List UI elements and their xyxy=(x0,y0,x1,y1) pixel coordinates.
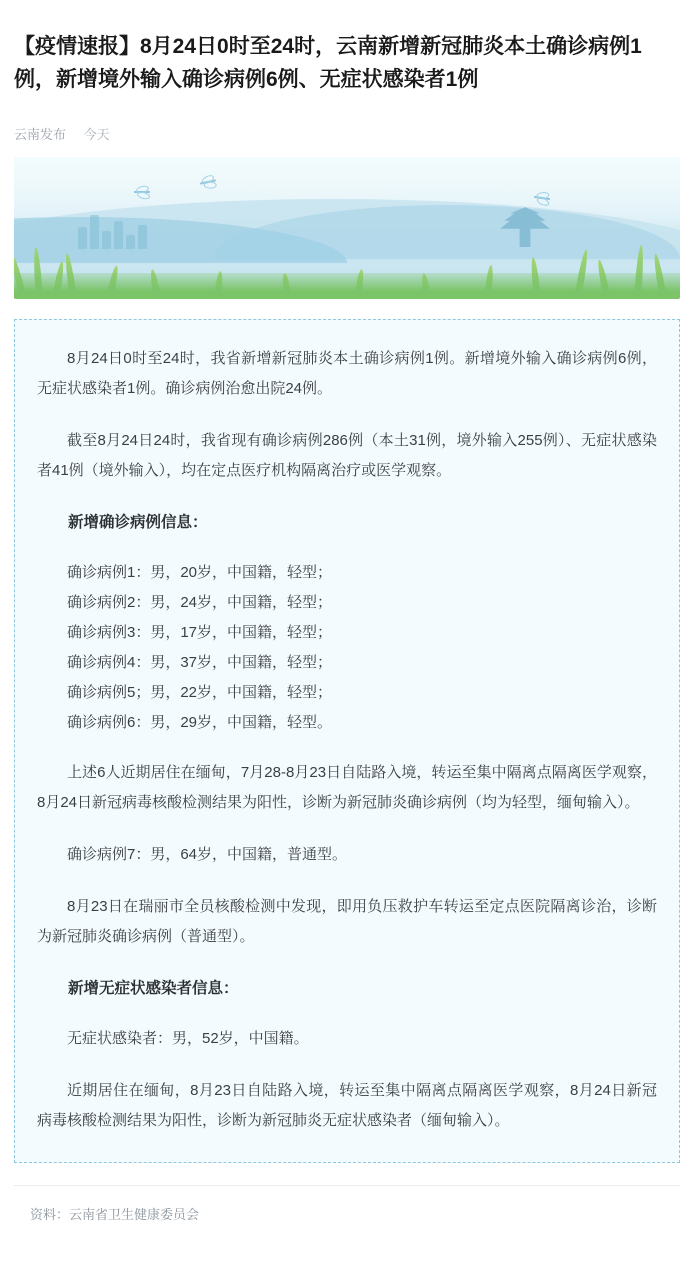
article-body xyxy=(14,319,680,1163)
section-heading-asymptomatic: 新增无症状感染者信息： xyxy=(68,980,239,998)
dragonfly-icon xyxy=(200,179,216,184)
article-meta xyxy=(0,110,694,153)
page-title: 【疫情速报】8月24日0时至24时，云南新增新冠肺炎本土确诊病例1例，新增境外输入确诊病例6例、无症状感染者1例 xyxy=(14,35,642,92)
body-paragraph: 截至8月24日24时，我省现有确诊病例286例（本土31例，境外输入255例）、无症状感染者41例（境外输入），均在定点医疗机构隔离治疗或医学观察。 xyxy=(37,432,657,480)
list-item: 确诊病例3：男，17岁，中国籍，轻型； xyxy=(67,624,333,642)
list-item: 确诊病例4：男，37岁，中国籍，轻型； xyxy=(67,654,333,672)
source-note: 资料：云南省卫生健康委员会 xyxy=(14,1185,680,1239)
hero-grass xyxy=(14,245,680,299)
section-heading-confirmed-cases: 新增确诊病例信息： xyxy=(68,514,208,532)
body-paragraph: 无症状感染者：男，52岁，中国籍。 xyxy=(67,1030,309,1048)
body-paragraph: 8月24日0时至24时，我省新增新冠肺炎本土确诊病例1例。新增境外输入确诊病例6例，无症状感染者1例。确诊病例治愈出院24例。 xyxy=(37,350,657,398)
body-paragraph: 确诊病例7：男，64岁，中国籍，普通型。 xyxy=(67,846,348,864)
body-paragraph: 8月23日在瑞丽市全员核酸检测中发现，即用负压救护车转运至定点医院隔离诊治，诊断为新冠肺炎确诊病例（普通型）。 xyxy=(37,898,657,946)
dragonfly-icon xyxy=(534,196,550,200)
body-paragraph: 上述6人近期居住在缅甸，7月28-8月23日自陆路入境，转运至集中隔离点隔离医学观察，8月24日新冠病毒核酸检测结果为阳性，诊断为新冠肺炎确诊病例（均为轻型，缅甸输入）。 xyxy=(37,764,657,812)
meta-time: 今天 xyxy=(83,127,110,143)
article-page xyxy=(0,14,694,1239)
list-item: 确诊病例5；男，22岁，中国籍，轻型； xyxy=(67,684,333,702)
list-item: 确诊病例1：男，20岁，中国籍，轻型； xyxy=(67,564,333,582)
hero-grass-band xyxy=(14,273,680,299)
hero-illustration xyxy=(14,157,680,299)
confirmed-case-list xyxy=(37,558,657,738)
dragonfly-icon xyxy=(134,191,150,193)
list-item: 确诊病例6：男，29岁，中国籍，轻型。 xyxy=(67,714,333,732)
meta-source: 云南发布 xyxy=(14,127,67,143)
body-paragraph: 近期居住在缅甸，8月23日自陆路入境，转运至集中隔离点隔离医学观察，8月24日新冠病毒核酸检测结果为阳性，诊断为新冠肺炎无症状感染者（缅甸输入）。 xyxy=(37,1082,657,1130)
list-item: 确诊病例2：男，24岁，中国籍，轻型； xyxy=(67,594,333,612)
hero-city-skyline xyxy=(78,209,148,249)
